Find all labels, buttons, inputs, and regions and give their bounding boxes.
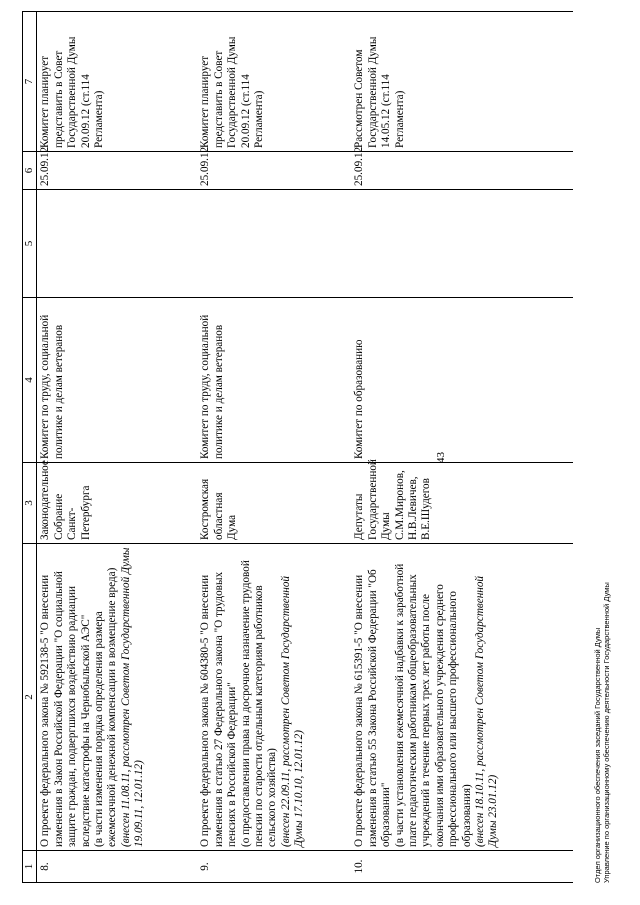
column-header-7: 7 <box>23 12 37 152</box>
table-row <box>37 12 198 883</box>
responsible-committee: Комитет по труду, социальной политике и делам ветеранов <box>37 298 198 463</box>
date-cell: 25.09.12 <box>197 152 351 190</box>
column-header-1: 1 <box>23 851 37 883</box>
page-footer <box>593 582 611 883</box>
bill-introduced: (внесен 11.08.11, рассмотрен Советом Государственной Думы 19.09.11, 12.01.12) <box>119 547 146 847</box>
bill-description-cell <box>37 544 198 851</box>
status-cell: Комитет планирует представить в Совет Государственной Думы 20.09.12 (ст.114 Регламента) <box>197 12 351 152</box>
status-cell: Рассмотрен Советом Государственной Думы 14.05.12 (ст.114 Регламента) <box>351 12 573 152</box>
date-cell: 25.09.12 <box>37 152 198 190</box>
column-5-cell <box>197 190 351 298</box>
column-header-3: 3 <box>23 463 37 544</box>
column-header-4: 4 <box>23 298 37 463</box>
responsible-committee: Комитет по труду, социальной политике и делам ветеранов <box>197 298 351 463</box>
date-cell: 25.09.12 <box>351 152 573 190</box>
table-row <box>351 12 573 883</box>
bill-introduced: (внесен 22.09.11, рассмотрен Советом Государственной Думы 17.10.10, 12.01.12) <box>279 575 306 847</box>
bill-initiator: Законодательное Собрание Санкт-Петербурга <box>37 463 198 544</box>
bill-title: О проекте федерального закона № 592138-5 "О внесении изменения в Закон Российской Федерации "О социальной защите граждан, подвергшихся воздействию радиации вследствие катастрофы на Чернобыльской АЭС" <box>39 571 92 847</box>
bill-initiator: Костромская областная Дума <box>197 463 351 544</box>
bills-table <box>22 11 573 883</box>
bill-title: О проекте федерального закона № 615391-5 "О внесении изменения в статью 55 Закона Российской Федерации "Об образовании" <box>353 569 393 847</box>
responsible-committee: Комитет по образованию <box>351 298 573 463</box>
column-header-2: 2 <box>23 544 37 851</box>
bill-description-cell <box>351 544 573 851</box>
bill-introduced: (внесен 18.10.11, рассмотрен Советом Государственной Думы 23.01.12) <box>474 575 500 847</box>
bill-description-cell <box>197 544 351 851</box>
row-number: 9. <box>197 851 351 883</box>
page-number: 43 <box>435 452 447 463</box>
bill-note: (о предоставлении права на досрочное назначение трудовой пенсии по старости отдельным категориям работников сельского хозяйства) <box>239 560 279 847</box>
bill-initiator: Депутаты Государственной Думы С.М.Миронов, Н.В.Левичев, В.Е.Шудегов <box>351 463 573 544</box>
column-header-5: 5 <box>23 190 37 298</box>
bill-note: (в части изменения порядка определения размера ежемесячной денежной компенсации в возмещение вреда) <box>93 567 119 847</box>
status-cell: Комитет планирует представить в Совет Государственной Думы 20.09.12 (ст.114 Регламента) <box>37 12 198 152</box>
column-header-6: 6 <box>23 152 37 190</box>
column-5-cell <box>351 190 573 298</box>
bill-title: О проекте федерального закона № 604380-5 "О внесении изменения в статью 27 Федерального закона "О трудовых пенсиях в Российской Федерации" <box>199 571 239 847</box>
footer-line-1: Отдел организационного обеспечения заседаний Государственной Думы <box>593 627 602 883</box>
table-header-row <box>23 12 37 883</box>
column-5-cell <box>37 190 198 298</box>
row-number: 10. <box>351 851 573 883</box>
row-number: 8. <box>37 851 198 883</box>
bill-note: (в части установления ежемесячной надбавки к заработной плате педагогическим работникам общеобразовательных учреждений в течение первых трех лет работы после окончания ими образовательного учреждения среднего профессионального или высшего профессионального образования) <box>393 563 473 847</box>
footer-line-2: Управление по организационному обеспечению деятельности Государственной Думы <box>602 582 611 883</box>
table-row <box>197 12 351 883</box>
